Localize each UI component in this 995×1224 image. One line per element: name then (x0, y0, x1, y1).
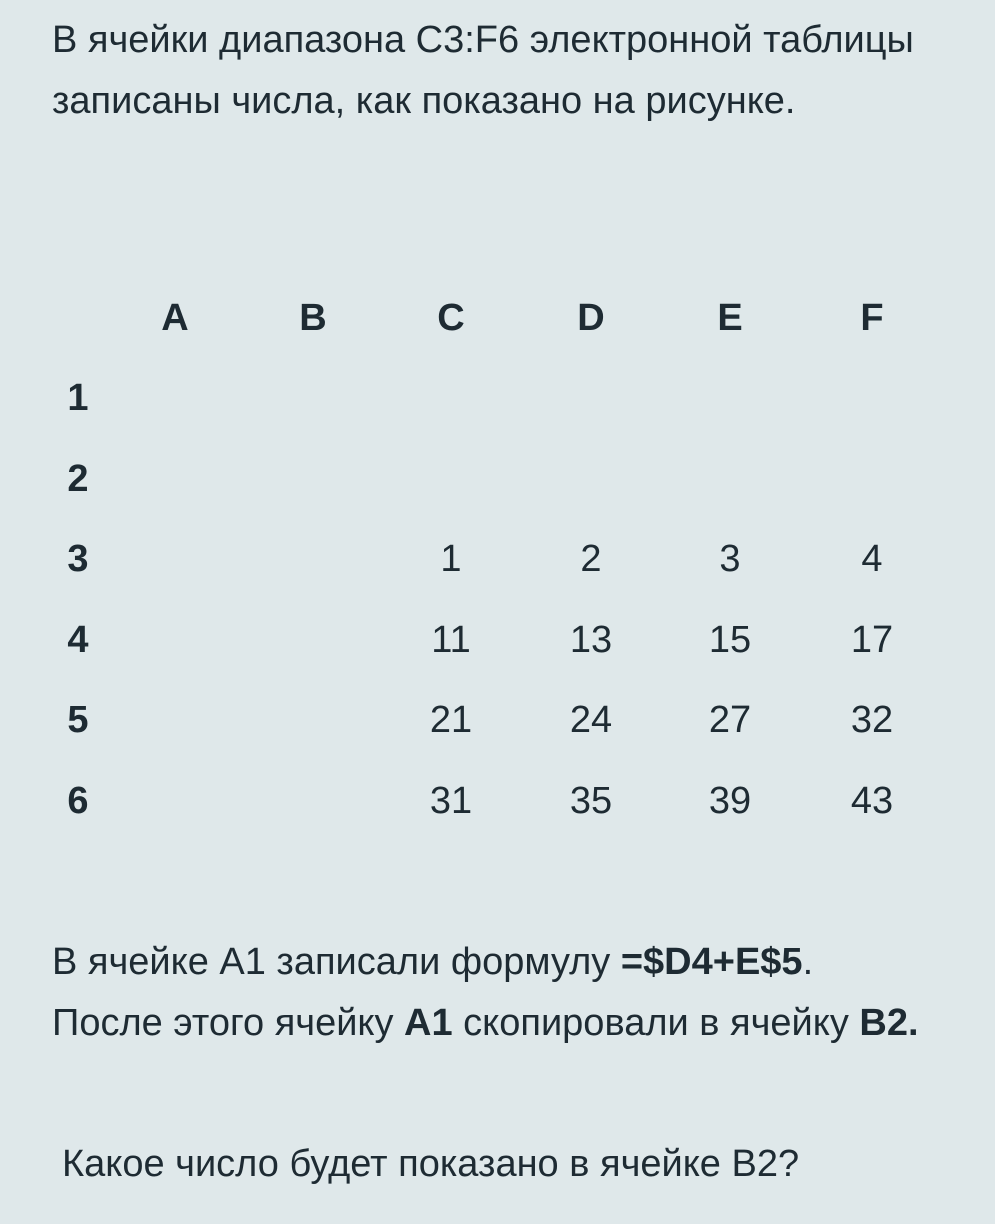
target-cell-ref: B2. (859, 1002, 919, 1044)
row-header-6: 6 (67, 780, 89, 822)
cell-f5: 32 (850, 699, 894, 741)
row-header-4: 4 (67, 619, 89, 661)
column-header-a: A (161, 297, 189, 339)
formula-expression: =$D4+E$5 (620, 941, 803, 983)
intro-text: В ячейки диапазона C3:F6 электронной таблицы записаны числа, как показано на рисунке. (52, 19, 914, 122)
row-header-1: 1 (67, 377, 89, 419)
copy-middle-text: скопировали в ячейку (452, 1002, 860, 1044)
cell-f4: 17 (850, 619, 894, 661)
cell-c3: 1 (440, 538, 462, 580)
column-header-e: E (717, 297, 743, 339)
copy-intro-text: После этого ячейку (52, 1002, 405, 1044)
formula-intro-text: В ячейке A1 записали формулу (52, 941, 621, 983)
question-text: Какое число будет показано в ячейке B2? (62, 1143, 800, 1185)
row-header-3: 3 (67, 538, 89, 580)
formula-paragraph (52, 932, 952, 1054)
column-header-f: F (860, 297, 884, 339)
cell-f3: 4 (861, 538, 883, 580)
cell-e5: 27 (708, 699, 752, 741)
cell-d6: 35 (569, 780, 613, 822)
row-header-5: 5 (67, 699, 89, 741)
column-header-c: C (437, 297, 465, 339)
cell-c5: 21 (429, 699, 473, 741)
cell-d3: 2 (580, 538, 602, 580)
formula-period: . (802, 941, 814, 983)
cell-f6: 43 (850, 780, 894, 822)
row-header-2: 2 (67, 458, 89, 500)
cell-d4: 13 (569, 619, 613, 661)
cell-e4: 15 (708, 619, 752, 661)
cell-c4: 11 (431, 619, 471, 661)
cell-d5: 24 (569, 699, 613, 741)
column-header-b: B (299, 297, 327, 339)
column-header-d: D (577, 297, 605, 339)
source-cell-ref: A1 (404, 1002, 453, 1044)
cell-e6: 39 (708, 780, 752, 822)
cell-c6: 31 (429, 780, 473, 822)
cell-e3: 3 (719, 538, 741, 580)
